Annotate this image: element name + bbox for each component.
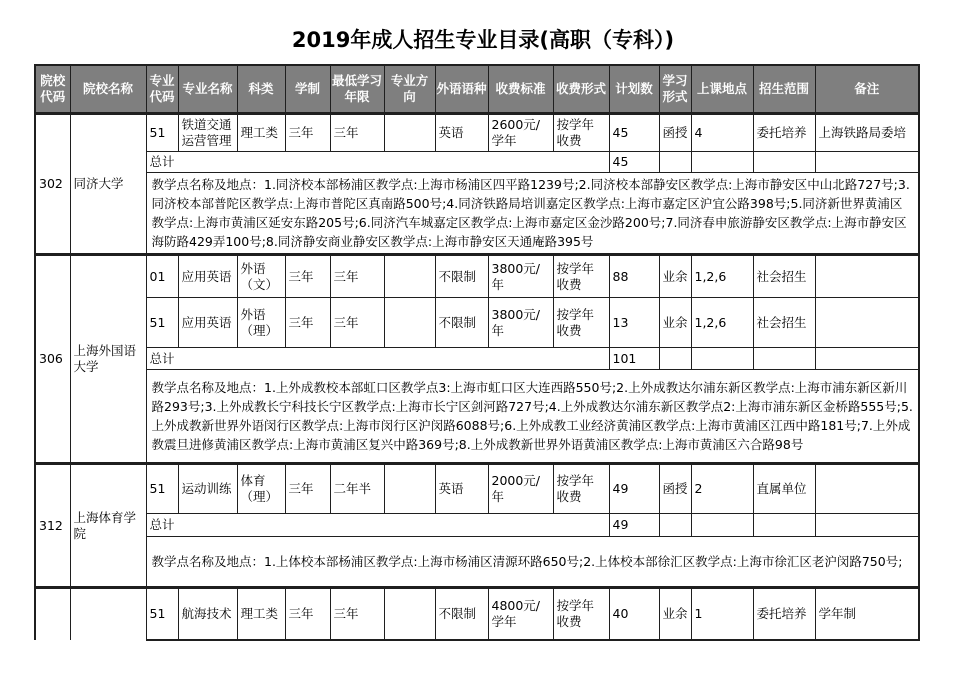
min-years-cell: 三年 xyxy=(330,255,384,298)
scope-cell: 社会招生 xyxy=(753,298,815,348)
institution-name-cell: 上海外国语大学 xyxy=(70,255,146,464)
total-row xyxy=(35,152,919,173)
enrollment-catalog-table xyxy=(34,64,920,641)
table-row xyxy=(35,588,919,640)
fee-form-cell: 按学年收费 xyxy=(553,464,609,514)
category-cell: 理工类 xyxy=(237,113,285,152)
category-cell: 理工类 xyxy=(237,588,285,640)
empty-cell xyxy=(659,514,691,537)
empty-cell xyxy=(753,348,815,370)
plan-cell: 88 xyxy=(609,255,659,298)
empty-cell xyxy=(815,152,919,173)
location-cell: 1 xyxy=(691,588,753,640)
min-years-cell: 二年半 xyxy=(330,464,384,514)
plan-cell: 13 xyxy=(609,298,659,348)
col-header-min-years: 最低学习年限 xyxy=(330,65,384,113)
study-form-cell: 函授 xyxy=(659,464,691,514)
header-row xyxy=(35,65,919,113)
location-cell: 1,2,6 xyxy=(691,298,753,348)
empty-cell xyxy=(815,514,919,537)
language-cell: 不限制 xyxy=(435,298,488,348)
table-row xyxy=(35,464,919,514)
fee-cell: 3800元/年 xyxy=(488,255,553,298)
plan-cell: 45 xyxy=(609,113,659,152)
institution-code-cell xyxy=(35,588,70,640)
col-header-major-name: 专业名称 xyxy=(178,65,237,113)
institution-code-cell: 312 xyxy=(35,464,70,588)
total-plan-cell: 45 xyxy=(609,152,659,173)
empty-cell xyxy=(753,514,815,537)
location-cell: 1,2,6 xyxy=(691,255,753,298)
study-form-cell: 业余 xyxy=(659,298,691,348)
category-cell: 外语（理） xyxy=(237,298,285,348)
major-name-cell: 铁道交通运营管理 xyxy=(178,113,237,152)
empty-cell xyxy=(659,152,691,173)
teaching-points-cell: 教学点名称及地点：1.上体校本部杨浦区教学点:上海市杨浦区清源环路650号;2.上体校本部徐汇区教学点:上海市徐汇区老沪闵路750号; xyxy=(146,537,919,588)
major-code-cell: 51 xyxy=(146,464,178,514)
major-code-cell: 51 xyxy=(146,588,178,640)
direction-cell xyxy=(384,113,435,152)
total-plan-cell: 101 xyxy=(609,348,659,370)
major-code-cell: 01 xyxy=(146,255,178,298)
direction-cell xyxy=(384,464,435,514)
col-header-fee: 收费标准 xyxy=(488,65,553,113)
fee-cell: 4800元/学年 xyxy=(488,588,553,640)
total-row xyxy=(35,514,919,537)
institution-code-cell: 302 xyxy=(35,113,70,255)
note-cell xyxy=(815,298,919,348)
duration-cell: 三年 xyxy=(285,298,330,348)
scope-cell: 委托培养 xyxy=(753,588,815,640)
fee-cell: 2000元/年 xyxy=(488,464,553,514)
scope-cell: 社会招生 xyxy=(753,255,815,298)
institution-name-cell: 上海体育学院 xyxy=(70,464,146,588)
table-row xyxy=(35,113,919,152)
empty-cell xyxy=(691,152,753,173)
page-title: 2019年成人招生专业目录(高职（专科）) xyxy=(291,28,675,52)
teaching-points-row xyxy=(35,173,919,255)
language-cell: 英语 xyxy=(435,113,488,152)
min-years-cell: 三年 xyxy=(330,113,384,152)
total-label-cell: 总计 xyxy=(146,514,609,537)
empty-cell xyxy=(691,514,753,537)
col-header-duration: 学制 xyxy=(285,65,330,113)
institution-name-cell xyxy=(70,588,146,640)
fee-form-cell: 按学年收费 xyxy=(553,588,609,640)
col-header-direction: 专业方向 xyxy=(384,65,435,113)
col-header-scope: 招生范围 xyxy=(753,65,815,113)
total-label-cell: 总计 xyxy=(146,152,609,173)
col-header-language: 外语语种 xyxy=(435,65,488,113)
scope-cell: 委托培养 xyxy=(753,113,815,152)
teaching-points-row xyxy=(35,537,919,588)
duration-cell: 三年 xyxy=(285,255,330,298)
language-cell: 不限制 xyxy=(435,255,488,298)
major-name-cell: 应用英语 xyxy=(178,255,237,298)
major-code-cell: 51 xyxy=(146,298,178,348)
study-form-cell: 函授 xyxy=(659,113,691,152)
duration-cell: 三年 xyxy=(285,588,330,640)
teaching-points-cell: 教学点名称及地点：1.上外成教校本部虹口区教学点3:上海市虹口区大连西路550号;2.上外成教达尔浦东新区教学点:上海市浦东新区新川路293号;3.上外成教长宁科技长宁区教学点:上海市长宁区剑河路727号;4.上外成教达尔浦东新区教学点2:上海市浦东新区金桥路555号;5.上外成教新世界外语闵行区教学点:上海市闵行区沪闵路6088号;6.上外成教工业经济黄浦区教学点:上海市黄浦区江西中路181号;7.上外成教震旦进修黄浦区教学点:上海市黄浦区复兴中路369号;8.上外成教新世界外语黄浦区教学点:上海市黄浦区六合路98号 xyxy=(146,370,919,464)
table-row xyxy=(35,255,919,298)
direction-cell xyxy=(384,298,435,348)
teaching-points-row xyxy=(35,370,919,464)
min-years-cell: 三年 xyxy=(330,298,384,348)
empty-cell xyxy=(691,348,753,370)
fee-cell: 2600元/学年 xyxy=(488,113,553,152)
major-name-cell: 航海技术 xyxy=(178,588,237,640)
location-cell: 4 xyxy=(691,113,753,152)
col-header-major-code: 专业代码 xyxy=(146,65,178,113)
major-code-cell: 51 xyxy=(146,113,178,152)
teaching-points-cell: 教学点名称及地点：1.同济校本部杨浦区教学点:上海市杨浦区四平路1239号;2.同济校本部静安区教学点:上海市静安区中山北路727号;3.同济校本部普陀区教学点:上海市普陀区真南路500号;4.同济铁路局培训嘉定区教学点:上海市嘉定区沪宜公路398号;5.同济新世界黄浦区教学点:上海市黄浦区延安东路205号;6.同济汽车城嘉定区教学点:上海市嘉定区金沙路200号;7.同济春申旅游静安区教学点:上海市静安区海防路429弄100号;8.同济静安商业静安区教学点:上海市静安区天通庵路395号 xyxy=(146,173,919,255)
empty-cell xyxy=(753,152,815,173)
duration-cell: 三年 xyxy=(285,113,330,152)
note-cell: 上海铁路局委培 xyxy=(815,113,919,152)
language-cell: 不限制 xyxy=(435,588,488,640)
location-cell: 2 xyxy=(691,464,753,514)
direction-cell xyxy=(384,255,435,298)
study-form-cell: 业余 xyxy=(659,588,691,640)
plan-cell: 49 xyxy=(609,464,659,514)
plan-cell: 40 xyxy=(609,588,659,640)
duration-cell: 三年 xyxy=(285,464,330,514)
fee-form-cell: 按学年收费 xyxy=(553,298,609,348)
fee-form-cell: 按学年收费 xyxy=(553,255,609,298)
study-form-cell: 业余 xyxy=(659,255,691,298)
note-cell xyxy=(815,255,919,298)
col-header-note: 备注 xyxy=(815,65,919,113)
language-cell: 英语 xyxy=(435,464,488,514)
col-header-institution-code: 院校代码 xyxy=(35,65,70,113)
col-header-category: 科类 xyxy=(237,65,285,113)
col-header-location: 上课地点 xyxy=(691,65,753,113)
col-header-institution-name: 院校名称 xyxy=(70,65,146,113)
col-header-study-form: 学习形式 xyxy=(659,65,691,113)
category-cell: 体育（理） xyxy=(237,464,285,514)
col-header-plan-count: 计划数 xyxy=(609,65,659,113)
fee-form-cell: 按学年收费 xyxy=(553,113,609,152)
major-name-cell: 应用英语 xyxy=(178,298,237,348)
note-cell xyxy=(815,464,919,514)
direction-cell xyxy=(384,588,435,640)
note-cell: 学年制 xyxy=(815,588,919,640)
fee-cell: 3800元/年 xyxy=(488,298,553,348)
major-name-cell: 运动训练 xyxy=(178,464,237,514)
table-row xyxy=(35,298,919,348)
total-plan-cell: 49 xyxy=(609,514,659,537)
total-label-cell: 总计 xyxy=(146,348,609,370)
institution-name-cell: 同济大学 xyxy=(70,113,146,255)
empty-cell xyxy=(815,348,919,370)
total-row xyxy=(35,348,919,370)
scope-cell: 直属单位 xyxy=(753,464,815,514)
empty-cell xyxy=(659,348,691,370)
min-years-cell: 三年 xyxy=(330,588,384,640)
institution-code-cell: 306 xyxy=(35,255,70,464)
col-header-fee-form: 收费形式 xyxy=(553,65,609,113)
category-cell: 外语（文） xyxy=(237,255,285,298)
